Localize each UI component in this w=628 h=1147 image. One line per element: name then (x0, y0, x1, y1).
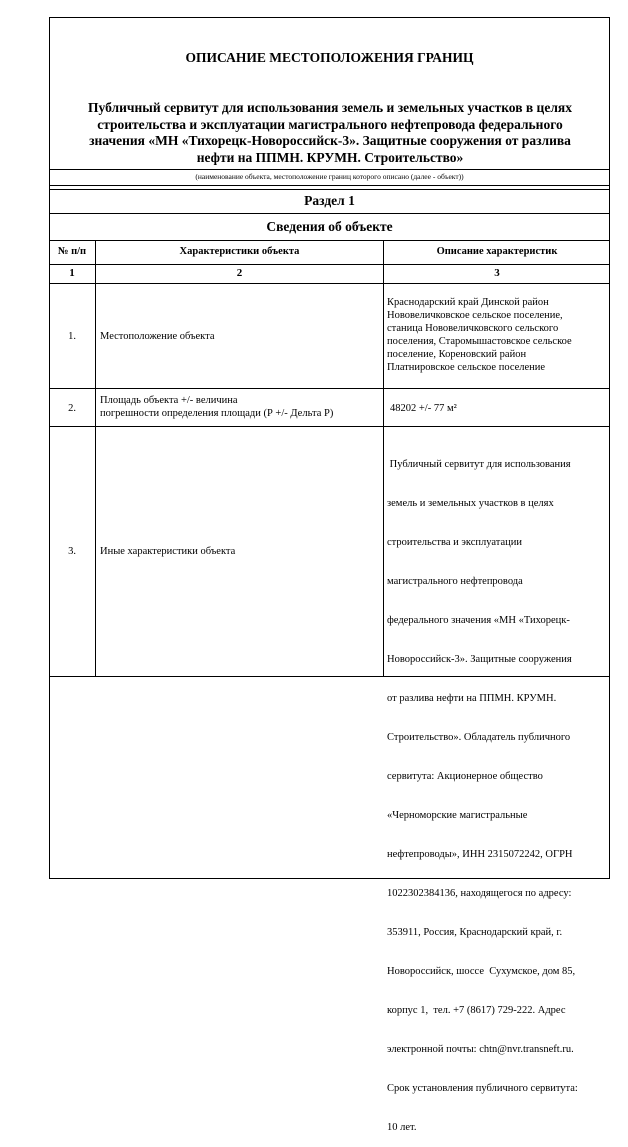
table-row-border (49, 388, 610, 389)
description-line: земель и земельных участков в целях (387, 498, 554, 509)
column-number: 1 (69, 267, 75, 279)
description-line: станица Нововеличковского сельского (387, 323, 559, 334)
description-line: от разлива нефти на ППМН. КРУМН. (387, 693, 557, 704)
table-row-border (49, 426, 610, 427)
description-line: Строительство». Обладатель публичного (387, 732, 571, 743)
object-name-line: Публичный сервитут для использования земель и земельных участков в целях (88, 100, 572, 115)
description-line: магистрального нефтепровода (387, 576, 523, 587)
table-row-border (49, 264, 610, 265)
description-line: Краснодарский край Динской район (387, 297, 549, 308)
page-title: ОПИСАНИЕ МЕСТОПОЛОЖЕНИЯ ГРАНИЦ (185, 50, 474, 65)
description-line: 353911, Россия, Краснодарский край, г. (387, 927, 563, 938)
table-header-num: № п/п (57, 246, 87, 257)
table-top-border (49, 240, 610, 241)
row-characteristic: Иные характеристики объекта (100, 546, 236, 557)
column-number: 2 (236, 267, 243, 279)
table-header-characteristic: Характеристики объекта (179, 246, 300, 257)
row-description: 48202 +/- 77 м² (390, 403, 457, 414)
object-name-line: строительства и эксплуатации магистрального нефтепровода федерального (97, 116, 563, 132)
description-line: 10 лет. (387, 1122, 417, 1133)
description-line: Срок установления публичного сервитута: (387, 1083, 578, 1094)
description-line: Новороссийск-3». Защитные сооружения (387, 654, 572, 665)
row-description (387, 432, 609, 1147)
row-number: 2. (68, 403, 76, 414)
row-number: 3. (68, 546, 76, 557)
description-line: Платнировское сельское поселение (387, 362, 546, 373)
description-line: 1022302384136, находящегося по адресу: (387, 888, 572, 899)
table-column-divider (95, 240, 96, 677)
description-line: поселение, Кореновский район (387, 349, 527, 360)
table-row-border (49, 283, 610, 284)
characteristic-line: погрешности определения площади (Р +/- Дельта Р) (100, 408, 334, 419)
description-line: «Черноморские магистральные (387, 810, 528, 821)
row-characteristic (100, 394, 380, 420)
table-column-divider (383, 240, 384, 677)
section-title: Сведения об объекте (266, 219, 393, 234)
description-line: строительства и эксплуатации (387, 537, 522, 548)
characteristic-line: Площадь объекта +/- величина (100, 395, 238, 406)
column-number: 3 (494, 267, 500, 279)
divider (49, 189, 610, 190)
description-line: Нововеличковское сельское поселение, (387, 310, 563, 321)
row-number: 1. (68, 331, 76, 342)
object-name-line: нефти на ППМН. КРУМН. Строительство» (196, 149, 464, 165)
description-line: федерального значения «МН «Тихорецк- (387, 615, 570, 626)
object-name (60, 100, 600, 166)
divider (49, 169, 610, 170)
description-line: нефтепроводы», ИНН 2315072242, ОГРН (387, 849, 573, 860)
divider (49, 185, 610, 186)
object-caption: (наименование объекта, местоположение границ которого описано (далее - объект)) (195, 172, 464, 181)
divider (49, 213, 610, 214)
table-bottom-border (49, 676, 610, 677)
row-characteristic: Местоположение объекта (100, 331, 215, 342)
description-line: сервитута: Акционерное общество (387, 771, 543, 782)
description-line: поселения, Старомышастовское сельское (387, 336, 572, 347)
object-name-line: значения «МН «Тихорецк-Новороссийск-3». Защитные сооружения от разлива (89, 133, 571, 148)
table-header-description: Описание характеристик (436, 246, 558, 257)
description-line: корпус 1, тел. +7 (8617) 729-222. Адрес (387, 1005, 566, 1016)
description-line: Новороссийск, шоссе Сухумское, дом 85, (387, 966, 576, 977)
description-line: электронной почты: chtn@nvr.transneft.ru. (387, 1044, 574, 1055)
row-description (387, 296, 609, 374)
section-number: Раздел 1 (304, 193, 355, 208)
description-line: Публичный сервитут для использования (387, 459, 571, 470)
